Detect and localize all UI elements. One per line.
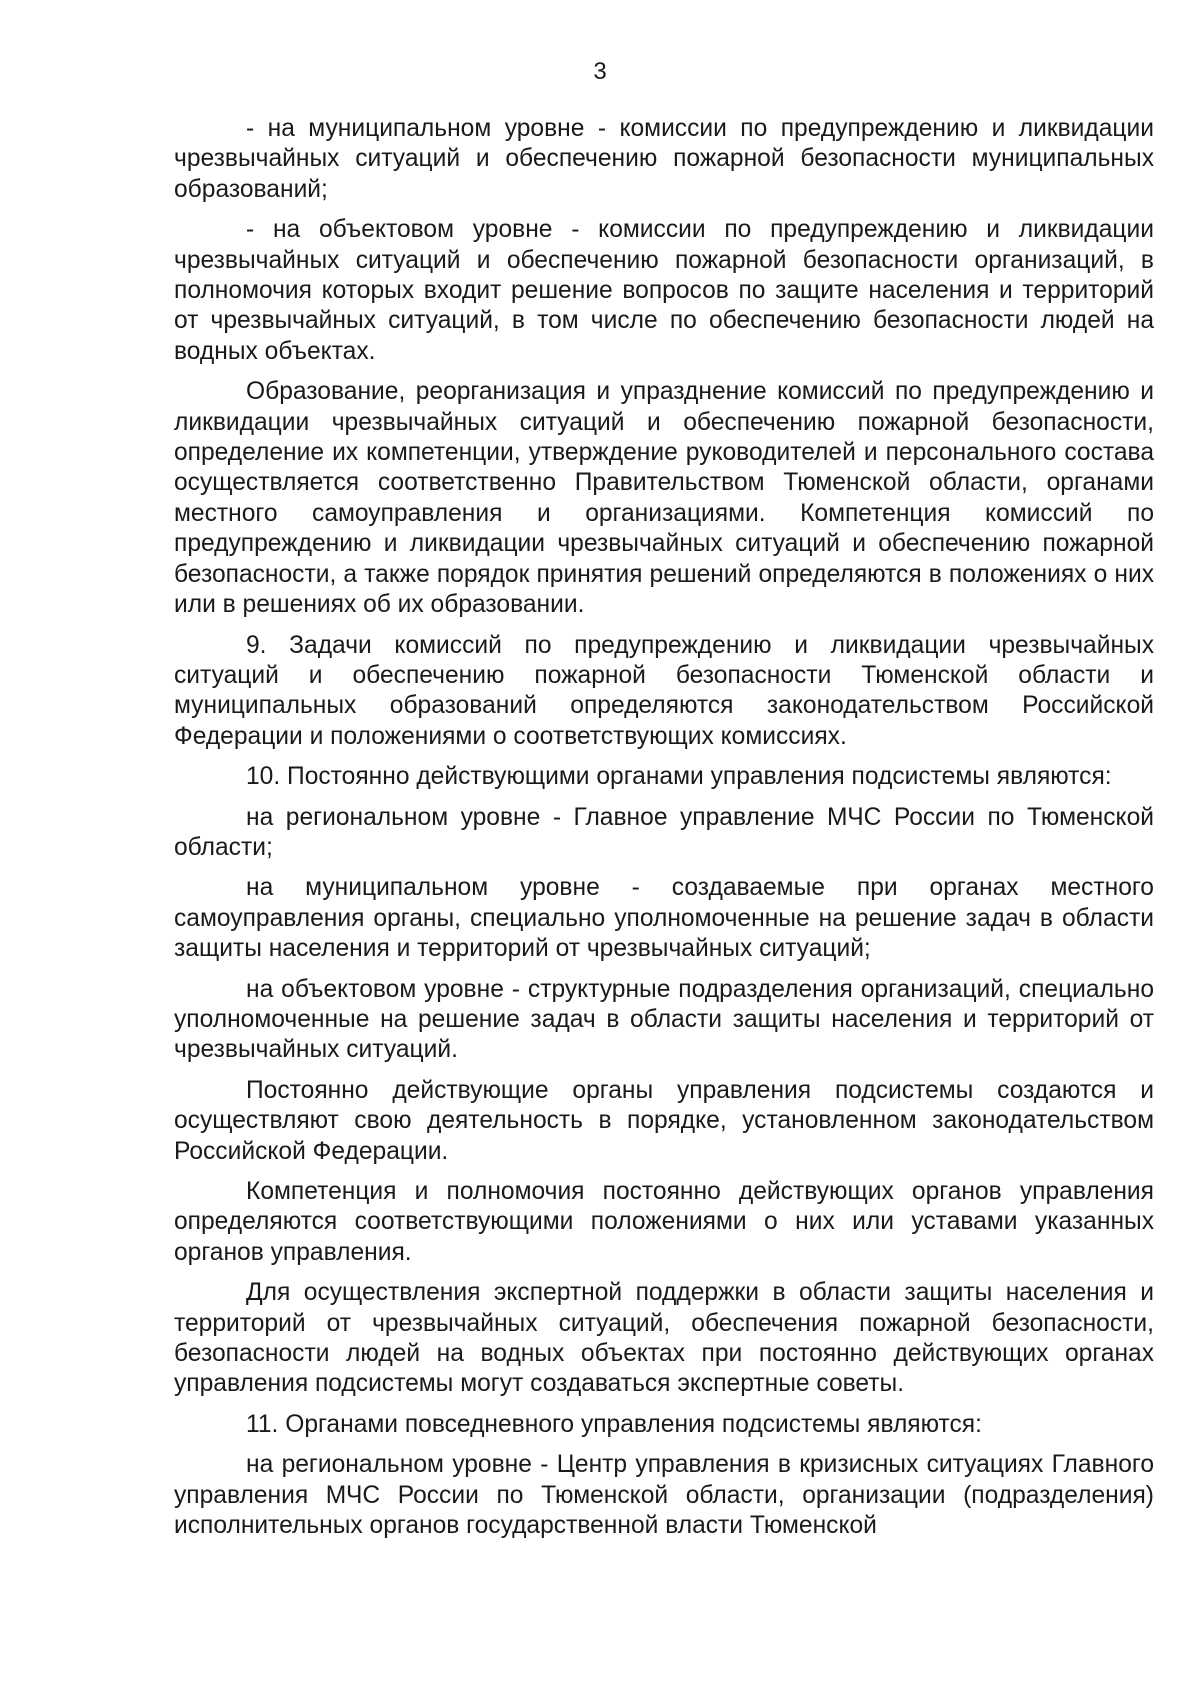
paragraph-expert-councils: Для осуществления экспертной поддержки в области защиты населения и территорий от чрезвычайных ситуаций, обеспечения пожарной безопасности, безопасности людей на водных объектах при постоянно действующих органах управления подсистемы могут создаваться экспертные советы.: [174, 1279, 1154, 1398]
paragraph-item-10: 10. Постоянно действующими органами управления подсистемы являются:: [246, 763, 1112, 791]
paragraph-competence: Компетенция и полномочия постоянно действующих органов управления определяются соответствующими положениями о них или уставами указанных органов управления.: [174, 1178, 1154, 1266]
document-body: [174, 114, 1154, 1551]
paragraph-regional-level: на региональном уровне - Главное управление МЧС России по Тюменской области;: [174, 803, 1154, 861]
paragraph-object-level: на объектовом уровне - структурные подразделения организаций, специально уполномоченные на решение задач в области защиты населения и территорий от чрезвычайных ситуаций.: [174, 975, 1154, 1064]
page-number: 3: [593, 58, 607, 85]
paragraph-commission-formation: Образование, реорганизация и упразднение комиссий по предупреждению и ликвидации чрезвычайных ситуаций и обеспечению пожарной безопасности, определение их компетенции, утверждение руководителей и персонального состава осуществляется соответственно Правительством Тюменской области, органами местного самоуправления и организациями. Компетенция комиссий по предупреждению и ликвидации чрезвычайных ситуаций и обеспечению пожарной безопасности, а также порядок принятия решений определяются в положениях о них или в решениях об их образовании.: [174, 378, 1154, 619]
paragraph-object-commissions: - на объектовом уровне - комиссии по предупреждению и ликвидации чрезвычайных ситуаций и обеспечению пожарной безопасности организаций, в полномочия которых входит решение вопросов по защите населения и территорий от чрезвычайных ситуаций, в том числе по обеспечению безопасности людей на водных объектах.: [174, 216, 1154, 365]
paragraph-regional-daily-management: на региональном уровне - Центр управления в кризисных ситуациях Главного управления МЧС России по Тюменской области, организации (подразделения) исполнительных органов государственной власти Тюменской: [174, 1451, 1154, 1540]
paragraph-municipal-level: на муниципальном уровне - создаваемые при органах местного самоуправления органы, специально уполномоченные на решение задач в области защиты населения и территорий от чрезвычайных ситуаций;: [174, 874, 1154, 963]
paragraph-municipal-commissions: - на муниципальном уровне - комиссии по предупреждению и ликвидации чрезвычайных ситуаций и обеспечению пожарной безопасности муниципальных образований;: [174, 115, 1154, 203]
paragraph-item-11: 11. Органами повседневного управления подсистемы являются:: [246, 1410, 982, 1438]
paragraph-item-9: 9. Задачи комиссий по предупреждению и ликвидации чрезвычайных ситуаций и обеспечению пожарной безопасности Тюменской области и муниципальных образований определяются законодательством Российской Федерации и положениями о соответствующих комиссиях.: [174, 631, 1154, 750]
paragraph-permanent-bodies: Постоянно действующие органы управления подсистемы создаются и осуществляют свою деятельность в порядке, установленном законодательством Российской Федерации.: [174, 1076, 1154, 1165]
